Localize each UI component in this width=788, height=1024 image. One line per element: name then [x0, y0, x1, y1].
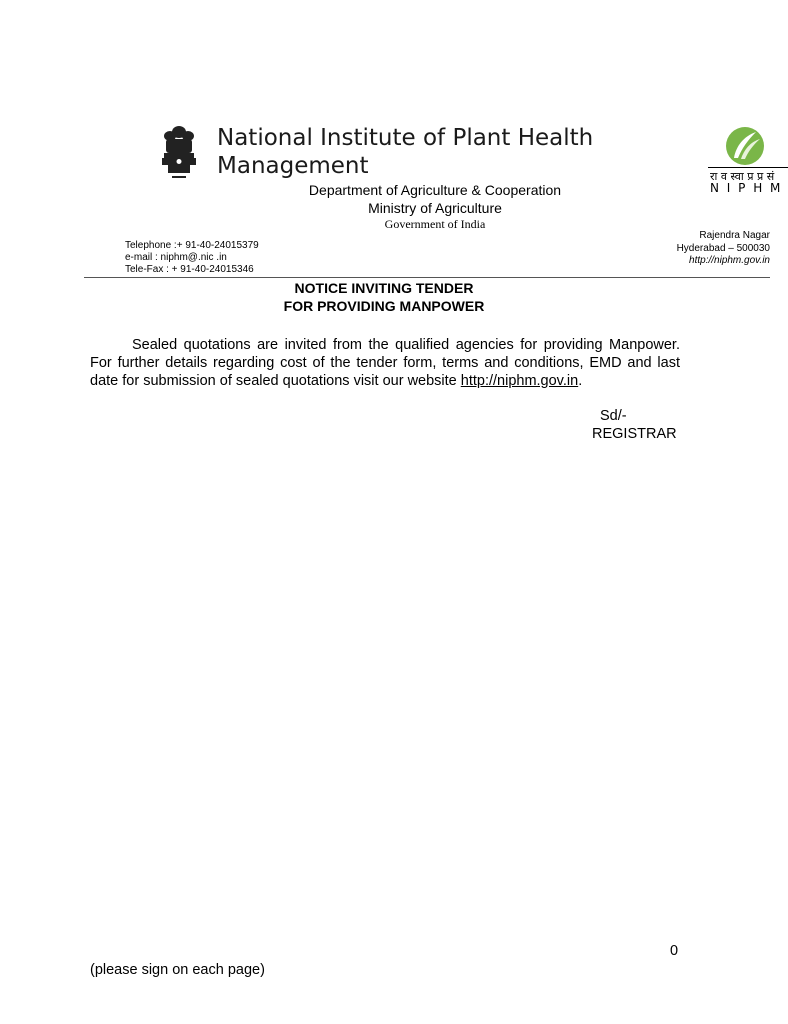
notice-body-end: .: [578, 373, 583, 389]
notice-body-text: Sealed quotations are invited from the qualified agencies for providing Manpower. For further details regarding cost of the tender form, terms and conditions, EMD and last date for submission of sealed quotations visit our website: [90, 337, 680, 389]
institute-name: National Institute of Plant Health Management: [217, 125, 594, 179]
national-emblem-icon: [156, 124, 202, 184]
logo-hindi-text: रा व स्वा प्र प्र सं: [710, 170, 775, 183]
address-url: http://niphm.gov.in: [689, 255, 770, 266]
notice-body: [90, 336, 680, 390]
notice-heading-line-1: NOTICE INVITING TENDER: [294, 280, 474, 296]
notice-heading-line-2: FOR PROVIDING MANPOWER: [283, 298, 485, 314]
telefax-text: Tele-Fax : + 91-40-24015346: [125, 264, 254, 275]
page-number: 0: [670, 943, 679, 959]
sign-note: (please sign on each page): [90, 962, 265, 978]
signature-text: Sd/-: [600, 408, 627, 424]
government-name: Government of India: [384, 217, 486, 231]
department-name: Department of Agriculture & Cooperation: [308, 182, 562, 198]
ministry-name: Ministry of Agriculture: [368, 200, 502, 216]
address-line-2: Hyderabad – 500030: [676, 242, 770, 254]
telephone-text: Telephone :+ 91-40-24015379: [125, 240, 259, 251]
contact-block: [125, 240, 259, 276]
logo-acronym-text: N I P H M: [710, 181, 783, 195]
signatory-title: REGISTRAR: [592, 426, 677, 442]
notice-heading: [84, 279, 684, 315]
header-divider: [84, 277, 770, 278]
niphm-leaf-icon: [708, 124, 788, 196]
website-link[interactable]: http://niphm.gov.in: [460, 373, 579, 389]
address-line-1: Rajendra Nagar: [699, 230, 770, 241]
niphm-logo: [708, 124, 783, 196]
address-block: [640, 230, 770, 268]
email-text: e-mail : niphm@.nic .in: [125, 252, 227, 263]
